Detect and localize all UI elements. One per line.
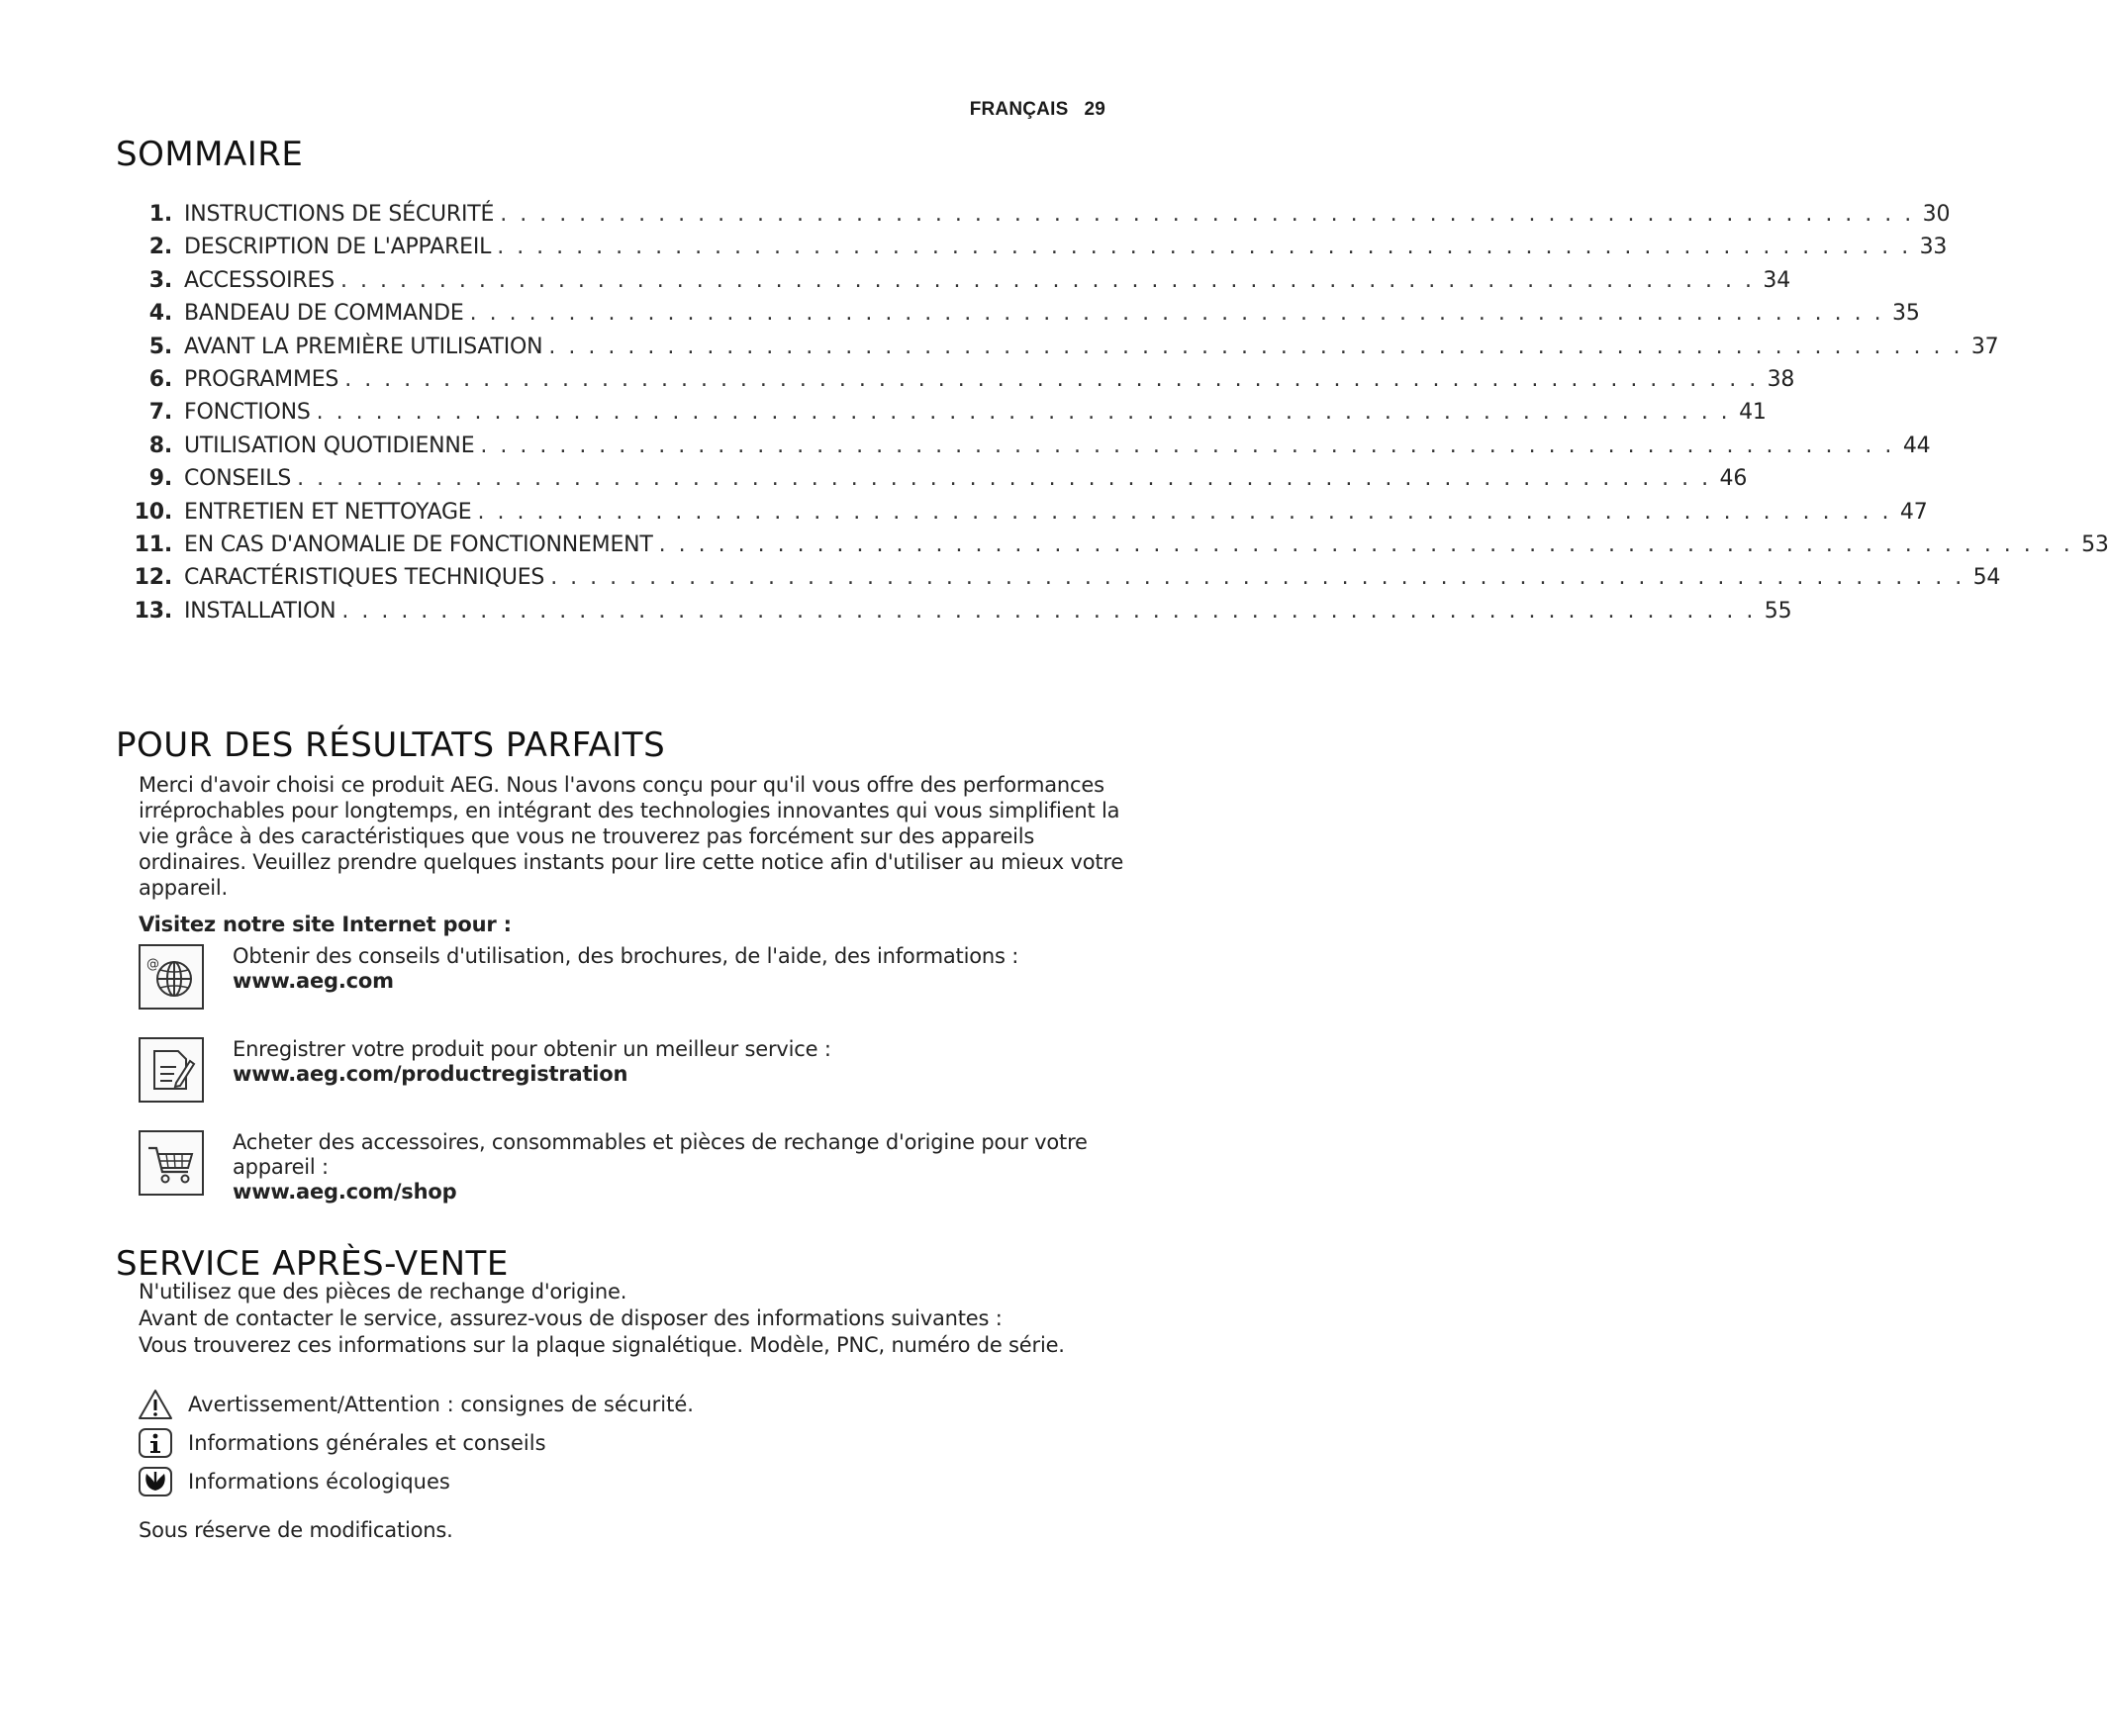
toc-item-label: EN CAS D'ANOMALIE DE FONCTIONNEMENT [184,531,653,557]
toc-leader-dots: . . . . . . . . . . . . . . . . . . . . . . . . . . . . . . . . . . . . . . . . . . . . . . . . . . . . . . . . . . . . . . . . . . . . . . . . [339,267,1756,293]
legend-eco-text: Informations écologiques [188,1470,450,1494]
info-icon [137,1426,174,1460]
toc-item-label: BANDEAU DE COMMANDE [184,301,464,327]
registration-text [233,1037,1128,1087]
toc-item-page: 30 [1922,202,1951,227]
toc-item[interactable]: 2. DESCRIPTION DE L'APPAREIL . . . . . . . . . . . . . . . . . . . . . . . . . . . . . . . . . . . . . . . . . . . . . . . . . . . . . . . . . . . . . . . . . . . . . . . . 33 [127,231,1126,263]
intro-paragraph: Merci d'avoir choisi ce produit AEG. Nous l'avons conçu pour qu'il vous offre des performances irréprochables pour longtemps, en intégrant des technologies innovantes qui vous simplifient la vie grâce à des caractéristiques que vous ne trouverez pas forcément sur des appareils ordinaires. Veuillez prendre quelques instants pour lire cette notice afin d'utiliser au mieux votre appareil. [139,773,1124,900]
toc-leader-dots: . . . . . . . . . . . . . . . . . . . . . . . . . . . . . . . . . . . . . . . . . . . . . . . . . . . . . . . . . . . . . . . . . . . . . . . . [477,499,1892,525]
legend-item-warning [137,1388,694,1421]
toc-leader-dots: . . . . . . . . . . . . . . . . . . . . . . . . . . . . . . . . . . . . . . . . . . . . . . . . . . . . . . . . . . . . . . . . . . . . . . . . [297,466,1712,492]
product-registration-link[interactable]: www.aeg.com/productregistration [233,1062,628,1086]
toc-item-label: DESCRIPTION DE L'APPAREIL [184,235,492,260]
results-title: POUR DES RÉSULTATS PARFAITS [116,725,666,765]
toc-leader-dots: . . . . . . . . . . . . . . . . . . . . . . . . . . . . . . . . . . . . . . . . . . . . . . . . . . . . . . . . . . . . . . . . . . . . . . . . [341,598,1757,624]
service-paragraph [139,1279,1128,1359]
toc-title: SOMMAIRE [116,135,304,174]
legend-item-info [137,1426,546,1460]
legend-item-eco [137,1465,450,1498]
toc-item-page: 44 [1902,433,1931,458]
toc-leader-dots: . . . . . . . . . . . . . . . . . . . . . . . . . . . . . . . . . . . . . . . . . . . . . . . . . . . . . . . . . . . . . . . . . . . . . . . . [548,334,1964,359]
toc-item-page: 37 [1970,334,1999,359]
toc-item-page: 35 [1892,301,1920,327]
toc-item[interactable]: 11. EN CAS D'ANOMALIE DE FONCTIONNEMENT . . . . . . . . . . . . . . . . . . . . . . . . . . . . . . . . . . . . . . . . . . . . . . . . . . . . . . . . . . . . . . . . . . . . . . . . 53 [127,529,1126,561]
aeg-shop-link[interactable]: www.aeg.com/shop [233,1180,457,1204]
toc-item-label: FONCTIONS [184,400,311,426]
toc-item-label: PROGRAMMES [184,366,339,392]
shop-description: Acheter des accessoires, consommables et pièces de rechange d'origine pour votre appareil : [233,1130,1088,1179]
table-of-contents [127,198,2109,627]
registration-description: Enregistrer votre produit pour obtenir un meilleur service : [233,1037,831,1061]
toc-item-label: CARACTÉRISTIQUES TECHNIQUES [184,565,545,591]
web-info-description: Obtenir des conseils d'utilisation, des brochures, de l'aide, des informations : [233,944,1019,968]
visit-heading: Visitez notre site Internet pour : [139,913,512,936]
toc-item[interactable]: 12. CARACTÉRISTIQUES TECHNIQUES . . . . . . . . . . . . . . . . . . . . . . . . . . . . . . . . . . . . . . . . . . . . . . . . . . . . . . . . . . . . . . . . . . . . . . . . 54 [127,561,1126,594]
toc-item-page: 54 [1972,565,2001,591]
shopping-cart-icon [139,1130,204,1196]
toc-item-page: 34 [1763,267,1791,293]
toc-item[interactable]: 1. INSTRUCTIONS DE SÉCURITÉ . . . . . . . . . . . . . . . . . . . . . . . . . . . . . . . . . . . . . . . . . . . . . . . . . . . . . . . . . . . . . . . . . . . . . . . . 30 [127,198,1126,231]
warning-triangle-icon [137,1388,174,1421]
web-globe-icon [139,944,204,1010]
toc-leader-dots: . . . . . . . . . . . . . . . . . . . . . . . . . . . . . . . . . . . . . . . . . . . . . . . . . . . . . . . . . . . . . . . . . . . . . . . . [658,531,2073,557]
legend-info-text: Informations générales et conseils [188,1431,546,1455]
footer-note: Sous réserve de modifications. [139,1518,453,1542]
web-info-text [233,944,1128,994]
service-line-2: Avant de contacter le service, assurez-vous de disposer des informations suivantes : [139,1306,1003,1330]
toc-item-label: INSTRUCTIONS DE SÉCURITÉ [184,202,495,227]
service-line-3: Vous trouverez ces informations sur la plaque signalétique. Modèle, PNC, numéro de série. [139,1333,1065,1357]
toc-item[interactable]: 5. AVANT LA PREMIÈRE UTILISATION . . . . . . . . . . . . . . . . . . . . . . . . . . . . . . . . . . . . . . . . . . . . . . . . . . . . . . . . . . . . . . . . . . . . . . . . 37 [127,331,1126,363]
svg-text:@: @ [146,957,159,972]
header-language: FRANÇAIS [969,99,1069,120]
legend-warning-text: Avertissement/Attention : consignes de sécurité. [188,1393,694,1416]
toc-item[interactable]: 7. FONCTIONS . . . . . . . . . . . . . . . . . . . . . . . . . . . . . . . . . . . . . . . . . . . . . . . . . . . . . . . . . . . . . . . . . . . . . . . . 41 [127,396,1126,429]
toc-leader-dots: . . . . . . . . . . . . . . . . . . . . . . . . . . . . . . . . . . . . . . . . . . . . . . . . . . . . . . . . . . . . . . . . . . . . . . . . [500,202,1915,227]
page-header [0,99,1105,121]
toc-item-label: ENTRETIEN ET NETTOYAGE [184,499,472,525]
toc-item-page: 55 [1764,598,1792,624]
toc-item-label: ACCESSOIRES [184,267,335,293]
toc-item-label: AVANT LA PREMIÈRE UTILISATION [184,334,543,359]
toc-leader-dots: . . . . . . . . . . . . . . . . . . . . . . . . . . . . . . . . . . . . . . . . . . . . . . . . . . . . . . . . . . . . . . . . . . . . . . . . [469,301,1884,327]
toc-item-page: 33 [1919,235,1948,260]
service-title: SERVICE APRÈS-VENTE [116,1244,509,1284]
toc-item-label: UTILISATION QUOTIDIENNE [184,433,475,458]
toc-leader-dots: . . . . . . . . . . . . . . . . . . . . . . . . . . . . . . . . . . . . . . . . . . . . . . . . . . . . . . . . . . . . . . . . . . . . . . . . [344,366,1760,392]
shop-text [233,1130,1128,1205]
eco-leaf-icon [137,1465,174,1498]
toc-item-page: 38 [1767,366,1795,392]
toc-item[interactable]: 9. CONSEILS . . . . . . . . . . . . . . . . . . . . . . . . . . . . . . . . . . . . . . . . . . . . . . . . . . . . . . . . . . . . . . . . . . . . . . . . 46 [127,462,1126,495]
toc-leader-dots: . . . . . . . . . . . . . . . . . . . . . . . . . . . . . . . . . . . . . . . . . . . . . . . . . . . . . . . . . . . . . . . . . . . . . . . . [316,400,1731,426]
toc-item-page: 46 [1719,466,1748,492]
toc-item-page: 53 [2081,531,2109,557]
toc-leader-dots: . . . . . . . . . . . . . . . . . . . . . . . . . . . . . . . . . . . . . . . . . . . . . . . . . . . . . . . . . . . . . . . . . . . . . . . . [550,565,1965,591]
toc-item[interactable]: 13. INSTALLATION . . . . . . . . . . . . . . . . . . . . . . . . . . . . . . . . . . . . . . . . . . . . . . . . . . . . . . . . . . . . . . . . . . . . . . . . 55 [127,595,1126,627]
aeg-website-link[interactable]: www.aeg.com [233,969,394,993]
header-page-number: 29 [1084,99,1105,120]
toc-item-label: CONSEILS [184,466,292,492]
toc-item[interactable]: 6. PROGRAMMES . . . . . . . . . . . . . . . . . . . . . . . . . . . . . . . . . . . . . . . . . . . . . . . . . . . . . . . . . . . . . . . . . . . . . . . . 38 [127,363,1126,396]
toc-item-label: INSTALLATION [184,598,336,624]
registration-form-icon [139,1037,204,1103]
toc-item[interactable]: 10. ENTRETIEN ET NETTOYAGE . . . . . . . . . . . . . . . . . . . . . . . . . . . . . . . . . . . . . . . . . . . . . . . . . . . . . . . . . . . . . . . . . . . . . . . . 47 [127,496,1126,529]
service-line-1: N'utilisez que des pièces de rechange d'origine. [139,1280,627,1303]
toc-item[interactable]: 4. BANDEAU DE COMMANDE . . . . . . . . . . . . . . . . . . . . . . . . . . . . . . . . . . . . . . . . . . . . . . . . . . . . . . . . . . . . . . . . . . . . . . . . 35 [127,297,1126,330]
toc-item-page: 41 [1739,400,1767,426]
toc-item-page: 47 [1899,499,1928,525]
toc-leader-dots: . . . . . . . . . . . . . . . . . . . . . . . . . . . . . . . . . . . . . . . . . . . . . . . . . . . . . . . . . . . . . . . . . . . . . . . . [497,235,1912,260]
toc-item[interactable]: 3. ACCESSOIRES . . . . . . . . . . . . . . . . . . . . . . . . . . . . . . . . . . . . . . . . . . . . . . . . . . . . . . . . . . . . . . . . . . . . . . . . 34 [127,264,1126,297]
toc-leader-dots: . . . . . . . . . . . . . . . . . . . . . . . . . . . . . . . . . . . . . . . . . . . . . . . . . . . . . . . . . . . . . . . . . . . . . . . . [480,433,1895,458]
toc-item[interactable]: 8. UTILISATION QUOTIDIENNE . . . . . . . . . . . . . . . . . . . . . . . . . . . . . . . . . . . . . . . . . . . . . . . . . . . . . . . . . . . . . . . . . . . . . . . . 44 [127,430,1126,462]
